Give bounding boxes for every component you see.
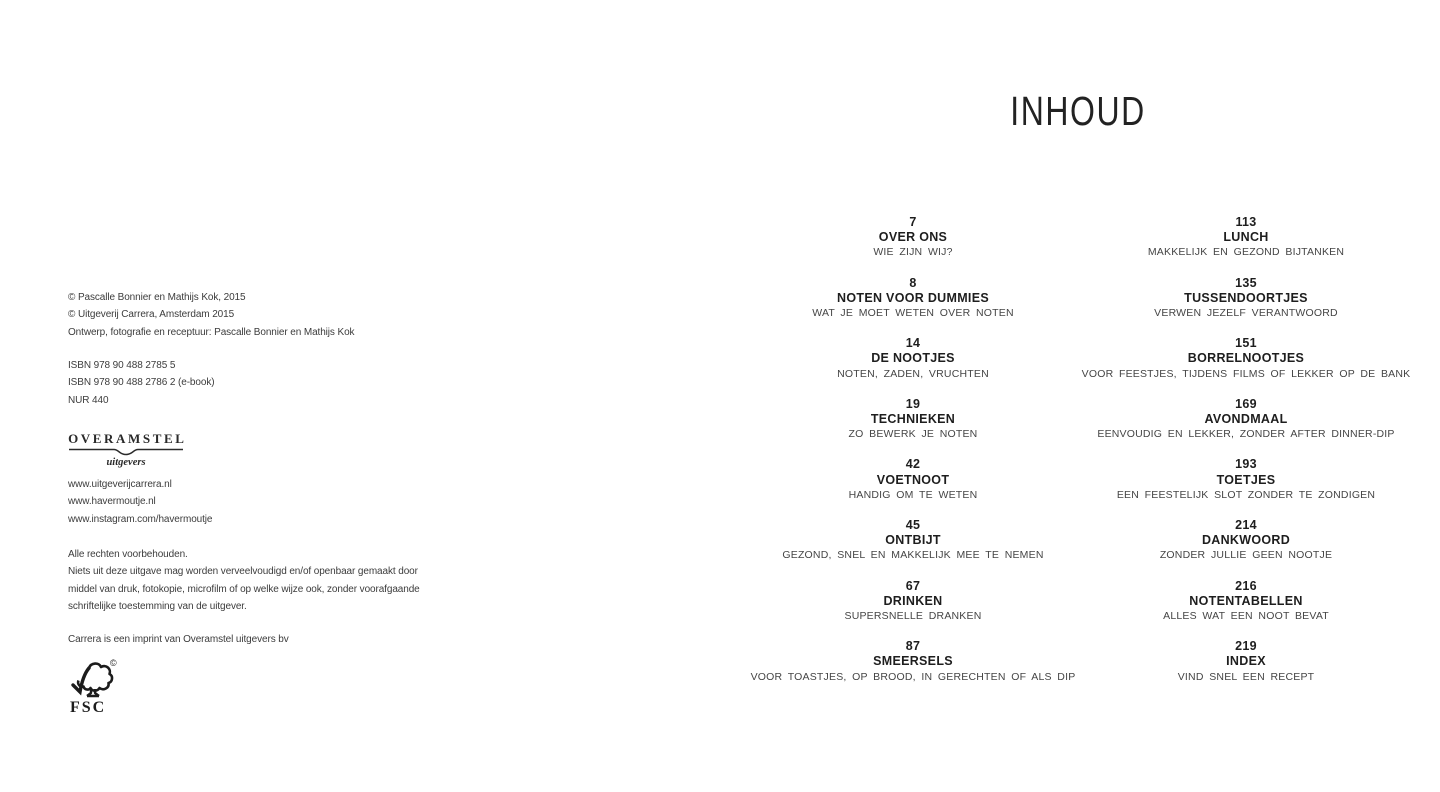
publisher-logo-rule-icon — [69, 448, 183, 457]
toc-entry — [740, 639, 1086, 685]
toc-entry — [1073, 518, 1419, 564]
toc-page-number: 151 — [1235, 336, 1257, 351]
toc-page-number: 135 — [1235, 275, 1257, 290]
toc-page-number: 8 — [909, 275, 917, 290]
toc-chapter-title: DE NOOTJES — [871, 351, 955, 366]
toc-column-left — [740, 215, 1086, 700]
toc-chapter-subtitle: WIE ZIJN WIJ? — [873, 246, 953, 259]
rights-line: schriftelijke toestemming van de uitgever. — [68, 600, 247, 612]
toc-page-number: 67 — [905, 578, 921, 593]
publisher-wordmark: OVERAMSTEL — [68, 431, 187, 446]
rights-line: Alle rechten voorbehouden. — [68, 549, 188, 560]
toc-page-number: 7 — [909, 215, 917, 229]
publisher-logo-subtitle: uitgevers — [106, 457, 146, 468]
toc-entry — [740, 457, 1086, 503]
isbn-line: ISBN 978 90 488 2785 5 — [68, 360, 176, 371]
toc-chapter-subtitle: VOOR FEESTJES, TIJDENS FILMS OF LEKKER OP DE BANK — [1081, 367, 1411, 380]
fsc-tree-icon — [68, 658, 118, 700]
toc-chapter-subtitle: ALLES WAT EEN NOOT BEVAT — [1163, 609, 1329, 622]
url-line: www.instagram.com/havermoutje — [68, 513, 213, 525]
toc-chapter-subtitle: ZO BEWERK JE NOTEN — [848, 428, 978, 441]
toc-chapter-subtitle: GEZOND, SNEL EN MAKKELIJK MEE TE NEMEN — [782, 549, 1044, 562]
toc-chapter-subtitle: MAKKELIJK EN GEZOND BIJTANKEN — [1147, 246, 1345, 259]
toc-chapter-subtitle: NOTEN, ZADEN, VRUCHTEN — [837, 367, 989, 380]
toc-column-right — [1073, 215, 1419, 700]
rights-line: middel van druk, fotokopie, microfilm of op welke wijze ook, zonder voorafgaande — [68, 583, 420, 595]
rights-statement — [68, 546, 420, 615]
toc-page-number: 19 — [905, 396, 921, 411]
toc-chapter-subtitle: SUPERSNELLE DRANKEN — [844, 609, 982, 622]
isbn-line: ISBN 978 90 488 2786 2 (e-book) — [68, 377, 215, 389]
toc-page-number: 219 — [1235, 639, 1257, 654]
fsc-logo — [68, 658, 120, 717]
toc-chapter-title: OVER ONS — [878, 230, 948, 245]
toc-page-number: 214 — [1235, 517, 1257, 532]
url-line: www.uitgeverijcarrera.nl — [68, 479, 172, 490]
toc-chapter-subtitle: EENVOUDIG EN LEKKER, ZONDER AFTER DINNER-DIP — [1097, 428, 1395, 441]
contents-title: INHOUD — [1010, 88, 1146, 134]
toc-page-number: 14 — [905, 336, 921, 351]
toc-chapter-title: NOTEN VOOR DUMMIES — [837, 290, 989, 305]
toc-chapter-title: TUSSENDOORTJES — [1184, 290, 1308, 305]
publisher-logo — [68, 431, 187, 468]
toc-chapter-title: SMEERSELS — [873, 654, 953, 669]
fsc-copyright-glyph: © — [110, 658, 117, 668]
toc-chapter-title: DANKWOORD — [1201, 533, 1291, 548]
toc-page-number: 169 — [1235, 396, 1257, 411]
rights-line: Niets uit deze uitgave mag worden verveelvoudigd en/of openbaar gemaakt door — [68, 566, 418, 578]
toc-entry — [740, 215, 1086, 261]
toc-entry — [1073, 579, 1419, 625]
copyright-line: © Pascalle Bonnier en Mathijs Kok, 2015 — [68, 292, 246, 303]
toc-entry — [740, 336, 1086, 382]
toc-chapter-title: LUNCH — [1223, 230, 1269, 245]
toc-chapter-subtitle: ZONDER JULLIE GEEN NOOTJE — [1159, 549, 1333, 562]
toc-entry — [1073, 639, 1419, 685]
isbn-block — [68, 357, 214, 409]
toc-chapter-title: ONTBIJT — [885, 533, 941, 548]
fsc-label: FSC — [70, 699, 107, 716]
toc-entry — [1073, 397, 1419, 443]
toc-entry — [1073, 276, 1419, 322]
toc-chapter-title: AVONDMAAL — [1204, 411, 1288, 426]
toc-page-number: 193 — [1235, 457, 1257, 472]
toc-entry — [1073, 457, 1419, 503]
toc-chapter-subtitle: HANDIG OM TE WETEN — [848, 488, 978, 501]
toc-entry — [1073, 215, 1419, 261]
publisher-urls — [68, 476, 212, 528]
toc-chapter-title: NOTENTABELLEN — [1189, 593, 1303, 608]
toc-page-number: 216 — [1235, 578, 1257, 593]
toc-entry — [740, 579, 1086, 625]
toc-page-number: 45 — [905, 517, 921, 532]
toc-chapter-title: TOETJES — [1216, 472, 1276, 487]
imprint-line: Carrera is een imprint van Overamstel uitgevers bv — [68, 634, 289, 645]
toc-page-number: 42 — [905, 457, 921, 472]
toc-chapter-title: VOETNOOT — [876, 472, 950, 487]
toc-entry — [740, 518, 1086, 564]
toc-page-number: 87 — [905, 639, 921, 654]
isbn-line: NUR 440 — [68, 394, 109, 406]
toc-chapter-title: DRINKEN — [883, 593, 943, 608]
toc-chapter-subtitle: VOOR TOASTJES, OP BROOD, IN GERECHTEN OF ALS DIP — [750, 670, 1076, 683]
toc-chapter-subtitle: WAT JE MOET WETEN OVER NOTEN — [812, 307, 1014, 319]
toc-page-number: 113 — [1235, 215, 1257, 229]
toc-chapter-title: TECHNIEKEN — [870, 411, 956, 426]
toc-chapter-subtitle: VIND SNEL EEN RECEPT — [1177, 670, 1315, 683]
url-line: www.havermoutje.nl — [68, 496, 156, 508]
copyright-credits — [68, 289, 354, 341]
toc-chapter-title: INDEX — [1226, 654, 1266, 669]
toc-chapter-subtitle: EEN FEESTELIJK SLOT ZONDER TE ZONDIGEN — [1116, 488, 1376, 501]
toc-entry — [740, 276, 1086, 322]
toc-chapter-subtitle: VERWEN JEZELF VERANTWOORD — [1154, 307, 1338, 319]
toc-entry — [740, 397, 1086, 443]
toc-entry — [1073, 336, 1419, 382]
toc-chapter-title: BORRELNOOTJES — [1187, 351, 1305, 366]
copyright-line: © Uitgeverij Carrera, Amsterdam 2015 — [68, 309, 235, 321]
copyright-line: Ontwerp, fotografie en receptuur: Pascalle Bonnier en Mathijs Kok — [68, 326, 355, 338]
